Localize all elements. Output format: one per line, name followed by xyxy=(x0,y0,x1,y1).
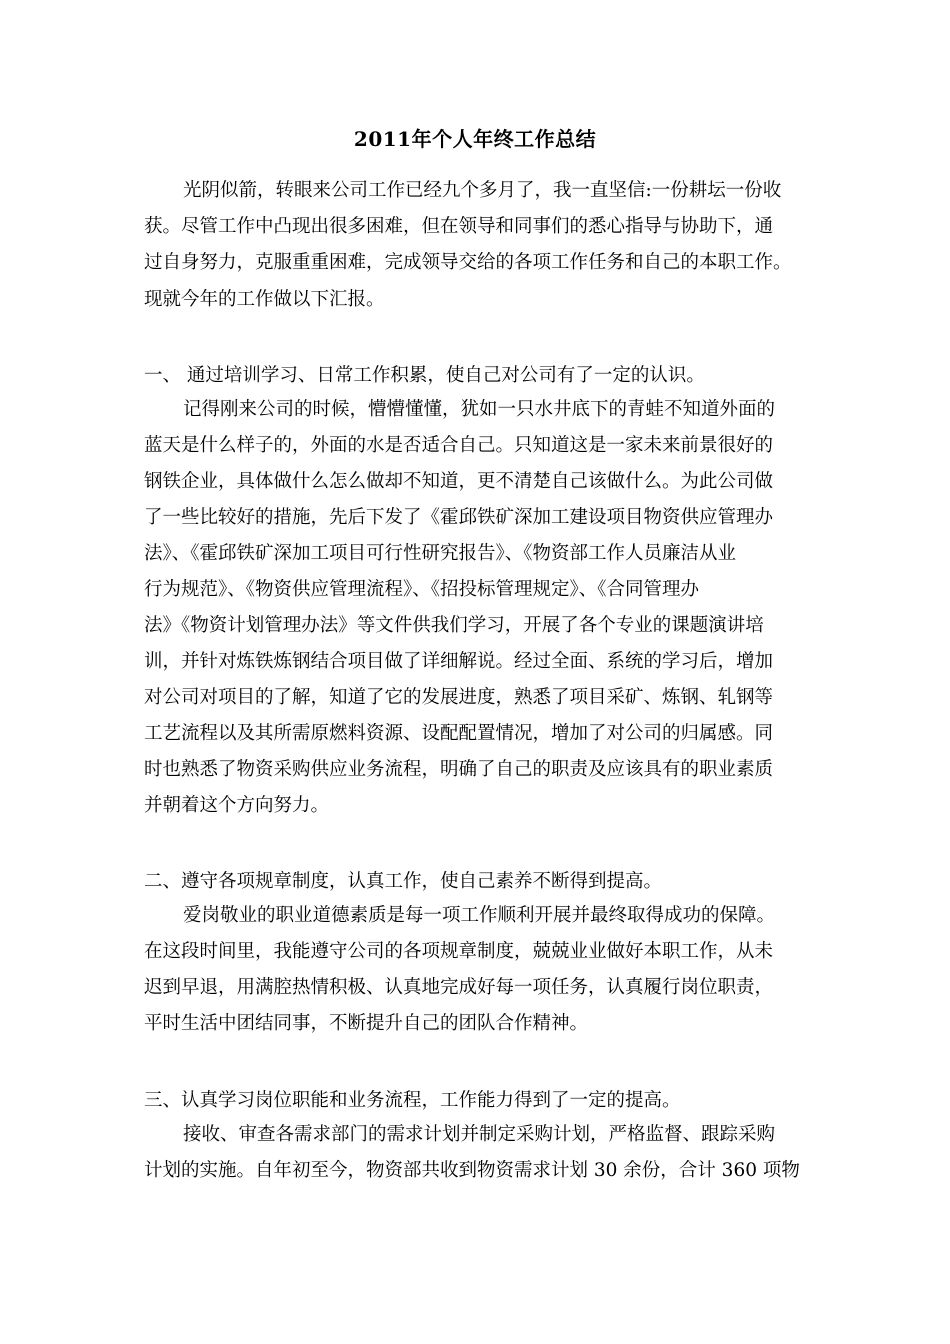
paragraph-line: 并朝着这个方向努力。 xyxy=(144,795,330,816)
paragraph-line: 计划的实施。自年初至今，物资部共收到物资需求计划 30 余份，合计 360 项物 xyxy=(144,1160,800,1181)
paragraph-line: 迟到早退，用满腔热情积极、认真地完成好每一项任务，认真履行岗位职责， xyxy=(144,977,774,998)
paragraph-line: 接收、审查各需求部门的需求计划并制定采购计划，严格监督、跟踪采购 xyxy=(183,1124,776,1145)
paragraph-line: 记得刚来公司的时候，懵懵懂懂，犹如一只水井底下的青蛙不知道外面的 xyxy=(183,399,776,420)
paragraph-line: 平时生活中团结同事，不断提升自己的团队合作精神。 xyxy=(144,1013,589,1034)
paragraph-line: 获。尽管工作中凸现出很多困难，但在领导和同事们的悉心指导与协助下，通 xyxy=(144,216,774,237)
paragraph-line: 时也熟悉了物资采购供应业务流程，明确了自己的职责及应该具有的职业素质 xyxy=(144,759,774,780)
paragraph-line: 现就今年的工作做以下汇报。 xyxy=(144,289,385,310)
paragraph-line: 法》《物资计划管理办法》等文件供我们学习，开展了各个专业的课题演讲培 xyxy=(144,615,764,636)
paragraph-line: 钢铁企业，具体做什么怎么做却不知道，更不清楚自己该做什么。为此公司做 xyxy=(144,471,774,492)
paragraph-line: 过自身努力，克服重重困难，完成领导交给的各项工作任务和自己的本职工作。 xyxy=(144,252,792,273)
section-heading: 三、认真学习岗位职能和业务流程，工作能力得到了一定的提高。 xyxy=(144,1090,681,1111)
paragraph-line: 法》、《霍邱铁矿深加工项目可行性研究报告》、《物资部工作人员廉洁从业 xyxy=(144,543,737,564)
paragraph-line: 蓝天是什么样子的，外面的水是否适合自己。只知道这是一家未来前景很好的 xyxy=(144,435,774,456)
paragraph-line: 工艺流程以及其所需原燃料资源、设配配置情况，增加了对公司的归属感。同 xyxy=(144,723,774,744)
paragraph-line: 爱岗敬业的职业道德素质是每一项工作顺利开展并最终取得成功的保障。 xyxy=(183,905,776,926)
paragraph-line: 训，并针对炼铁炼钢结合项目做了详细解说。经过全面、系统的学习后，增加 xyxy=(144,651,774,672)
section-heading: 二、遵守各项规章制度，认真工作，使自己素养不断得到提高。 xyxy=(144,871,663,892)
paragraph-line: 光阴似箭，转眼来公司工作已经九个多月了，我一直坚信:一份耕坛一份收 xyxy=(183,180,782,201)
paragraph-line: 了一些比较好的措施，先后下发了《霍邱铁矿深加工建设项目物资供应管理办 xyxy=(144,507,774,528)
document-title: 2011年个人年终工作总结 xyxy=(353,127,597,151)
paragraph-line: 对公司对项目的了解，知道了它的发展进度，熟悉了项目采矿、炼钢、轧钢等 xyxy=(144,687,774,708)
paragraph-line: 行为规范》、《物资供应管理流程》、《招投标管理规定》、《合同管理办 xyxy=(144,579,700,600)
section-heading: 一、 通过培训学习、日常工作积累，使自己对公司有了一定的认识。 xyxy=(144,365,705,386)
paragraph-line: 在这段时间里，我能遵守公司的各项规章制度，兢兢业业做好本职工作，从未 xyxy=(144,941,774,962)
